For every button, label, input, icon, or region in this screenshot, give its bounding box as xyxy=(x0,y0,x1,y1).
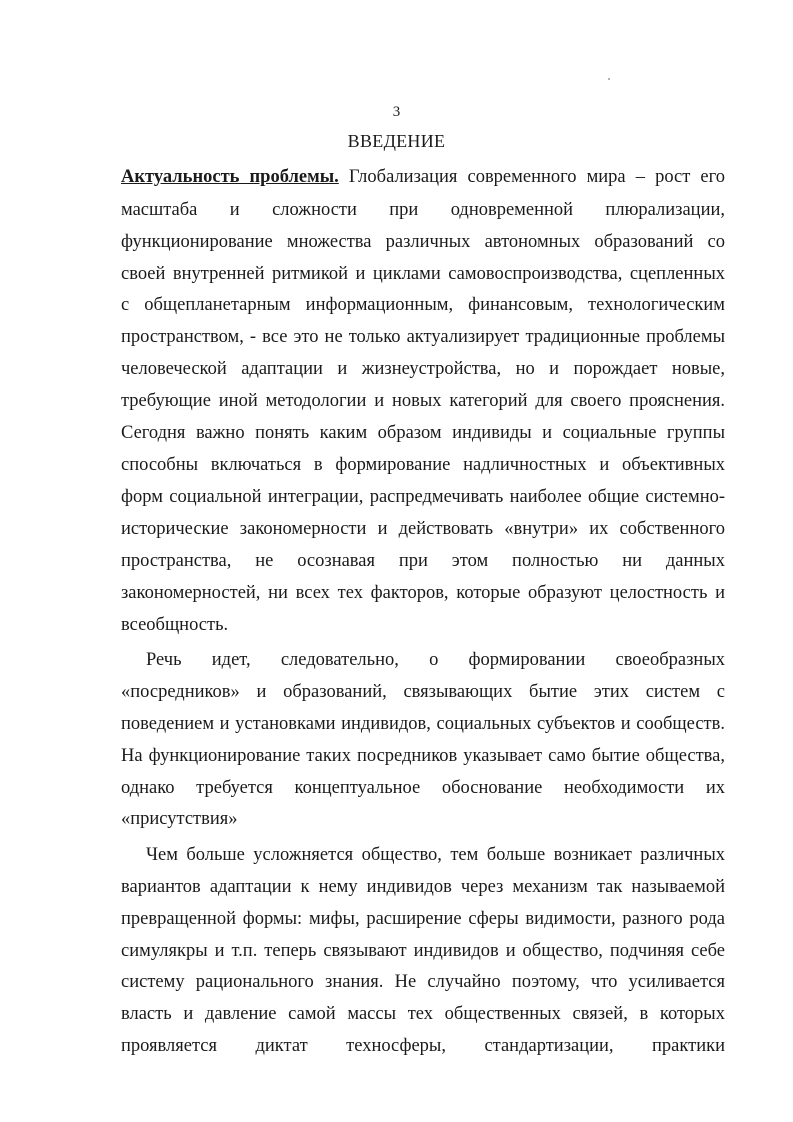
paragraph-3-line: систему рационального знания. Не случайно поэтому, что усиливается xyxy=(121,972,725,992)
paragraph-3-line: Чем больше усложняется общество, тем больше возникает различных xyxy=(146,845,725,865)
paragraph-1-line: с общепланетарным информационным, финансовым, технологическим xyxy=(121,295,725,315)
paragraph-1-line xyxy=(121,165,725,189)
paragraph-3-line: симулякры и т.п. теперь связывают индивидов и общество, подчиняя себе xyxy=(121,941,725,961)
paragraph-2-line: «присутствия» xyxy=(121,809,238,829)
paragraph-1-line: Сегодня важно понять каким образом индивиды и социальные группы xyxy=(121,423,725,443)
section-heading: ВВЕДЕНИЕ xyxy=(347,131,446,151)
paragraph-1-line: пространства, не осознавая при этом полностью ни данных xyxy=(121,551,725,571)
scan-speck xyxy=(608,78,610,80)
page-number: 3 xyxy=(392,104,401,120)
paragraph-1-line: исторические закономерности и действовать «внутри» их собственного xyxy=(121,519,725,539)
paragraph-1-line: функционирование множества различных автономных образований со xyxy=(121,232,725,252)
paragraph-1-line: закономерностей, ни всех тех факторов, которые образуют целостность и xyxy=(121,583,725,603)
paragraph-1-line: всеобщность. xyxy=(121,615,229,635)
paragraph-2-line: «посредников» и образований, связывающих бытие этих систем с xyxy=(121,682,725,702)
paragraph-1-first-line-text: Глобализация современного мира – рост его xyxy=(338,167,726,187)
paragraph-1-line: способны включаться в формирование надличностных и объективных xyxy=(121,455,725,475)
paragraph-1-line: требующие иной методологии и новых категорий для своего прояснения. xyxy=(121,391,725,411)
paragraph-1-line: пространством, - все это не только актуализирует традиционные проблемы xyxy=(121,327,725,347)
paragraph-3-line: вариантов адаптации к нему индивидов через механизм так называемой xyxy=(121,877,725,897)
paragraph-3-line: проявляется диктат техносферы, стандартизации, практики xyxy=(121,1036,725,1056)
paragraph-1-line: своей внутренней ритмикой и циклами самовоспроизводства, сцепленных xyxy=(121,264,725,284)
lead-phrase: Актуальность проблемы. xyxy=(121,167,339,187)
paragraph-3-line: превращенной формы: мифы, расширение сферы видимости, разного рода xyxy=(121,909,725,929)
paragraph-2-line: поведением и установками индивидов, социальных субъектов и сообществ. xyxy=(121,714,725,734)
paragraph-1-line: форм социальной интеграции, распредмечивать наиболее общие системно- xyxy=(121,487,725,507)
paragraph-1-line: масштаба и сложности при одновременной плюрализации, xyxy=(121,200,725,220)
paragraph-2-line: Речь идет, следовательно, о формировании своеобразных xyxy=(146,650,725,670)
paragraph-3-line: власть и давление самой массы тех общественных связей, в которых xyxy=(121,1004,725,1024)
paragraph-2-line: На функционирование таких посредников указывает само бытие общества, xyxy=(121,746,725,766)
paragraph-1-line: человеческой адаптации и жизнеустройства, но и порождает новые, xyxy=(121,359,725,379)
paragraph-2-line: однако требуется концептуальное обоснование необходимости их xyxy=(121,778,725,798)
